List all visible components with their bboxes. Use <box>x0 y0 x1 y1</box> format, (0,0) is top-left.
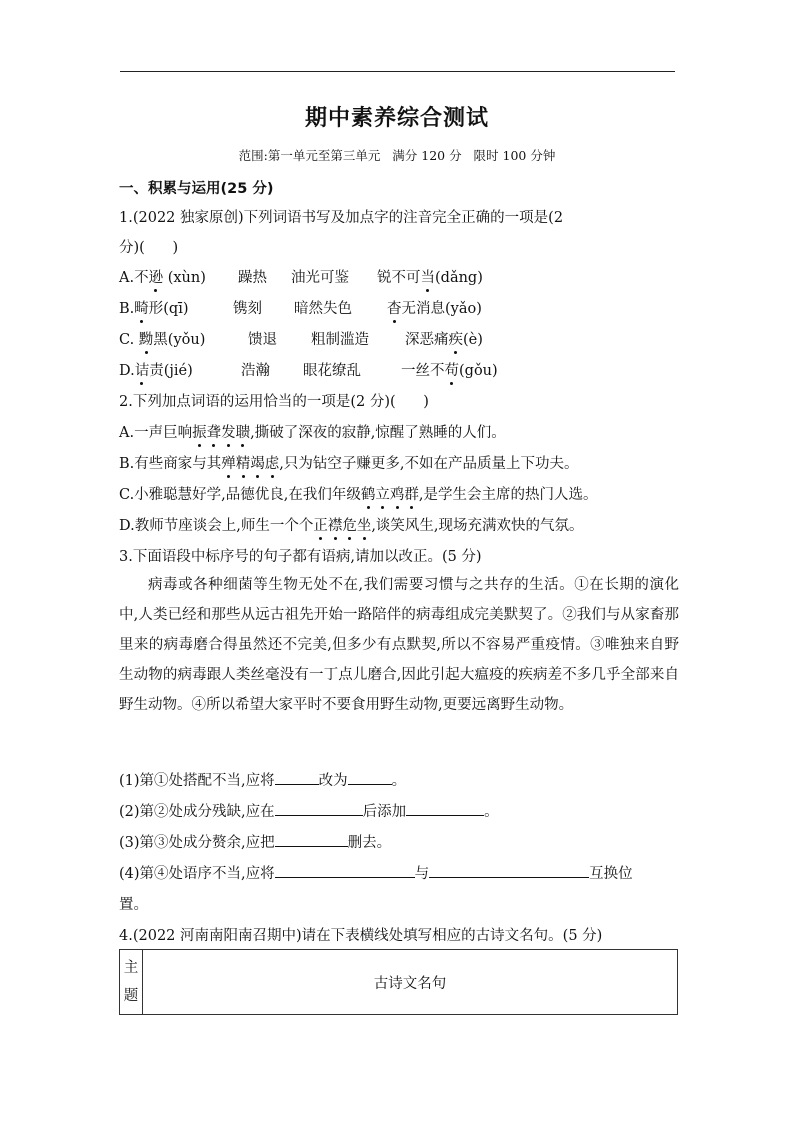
q3-passage: 病毒或各种细菌等生物无处不在,我们需要习惯与之共存的生活。①在长期的演化中,人类已经和那些从远古祖先开始一路陪伴的病毒组成完美默契了。②我们与从家畜那里来的病毒磨合得虽然还不完美,但多少有点默契,所以不容易严重疫情。③唯独来自野生动物的病毒跟人类丝毫没有一丁点儿磨合,因此引起大瘟疫的疾病差不多几乎全部来自野生动物。④所以希望大家平时不要食用野生动物,更要远离野生动物。 <box>119 577 679 713</box>
q2-option-b[interactable]: B.有些商家与其殚精竭虑,只为钻空子赚更多,不如在产品质量上下功夫。 <box>119 452 578 473</box>
q3-stem: 3.下面语段中标序号的句子都有语病,请加以改正。(5 分) <box>119 549 482 565</box>
blank-4b[interactable] <box>429 862 589 878</box>
q3-sub-3: (3)第③处成分赘余,应把 删去。 <box>119 831 391 852</box>
top-rule <box>120 71 675 72</box>
blank-1b[interactable] <box>348 769 392 785</box>
poem-header: 古诗文名句 <box>143 950 678 1015</box>
blank-4a[interactable] <box>275 862 415 878</box>
q1-option-c[interactable]: C. 黝黑(yǒu) 馈退 粗制滥造 深恶痛疾(è) <box>119 328 483 349</box>
q1-option-a[interactable]: A.不逊 (xùn) 躁热 油光可鉴 锐不可当(dǎng) <box>119 266 483 287</box>
page-title: 期中素养综合测试 <box>304 106 489 131</box>
poem-table <box>119 949 678 1015</box>
q2-option-d[interactable]: D.教师节座谈会上,师生一个个正襟危坐,谈笑风生,现场充满欢快的气氛。 <box>119 514 584 535</box>
blank-3a[interactable] <box>275 831 348 847</box>
q3-sub-4-cont: 置。 <box>119 897 148 913</box>
blank-2b[interactable] <box>406 800 484 816</box>
q1-option-b[interactable]: B.畸形(qī) 镌刻 暗然失色 杳无消息(yǎo) <box>119 297 482 318</box>
q4-stem: 4.(2022 河南南阳南召期中)请在下表横线处填写相应的古诗文名句。(5 分) <box>119 928 603 944</box>
q1-option-d[interactable]: D.诘责(jié) 浩瀚 眼花缭乱 一丝不苟(gǒu) <box>119 359 498 380</box>
q2-option-c[interactable]: C.小雅聪慧好学,品德优良,在我们年级鹤立鸡群,是学生会主席的热门人选。 <box>119 483 598 504</box>
section-heading: 一、积累与运用(25 分) <box>119 181 274 197</box>
q3-sub-1: (1)第①处搭配不当,应将 改为 。 <box>119 769 406 790</box>
q2-option-a[interactable]: A.一声巨响振聋发聩,撕破了深夜的寂静,惊醒了熟睡的人们。 <box>119 421 506 442</box>
q3-sub-4: (4)第④处语序不当,应将 与 互换位 <box>119 862 633 883</box>
q2-stem: 2.下列加点词语的运用恰当的一项是(2 分)( ) <box>119 394 429 410</box>
exam-scope: 范围:第一单元至第三单元 满分 120 分 限时 100 分钟 <box>238 148 556 163</box>
q1-stem: 1.(2022 独家原创)下列词语书写及加点字的注音完全正确的一项是(2 <box>119 210 564 226</box>
blank-1a[interactable] <box>275 769 319 785</box>
blank-2a[interactable] <box>275 800 363 816</box>
theme-header: 主 题 <box>120 950 143 1015</box>
q3-sub-2: (2)第②处成分残缺,应在 后添加 。 <box>119 800 499 821</box>
q1-stem-cont: 分)( ) <box>119 240 179 256</box>
